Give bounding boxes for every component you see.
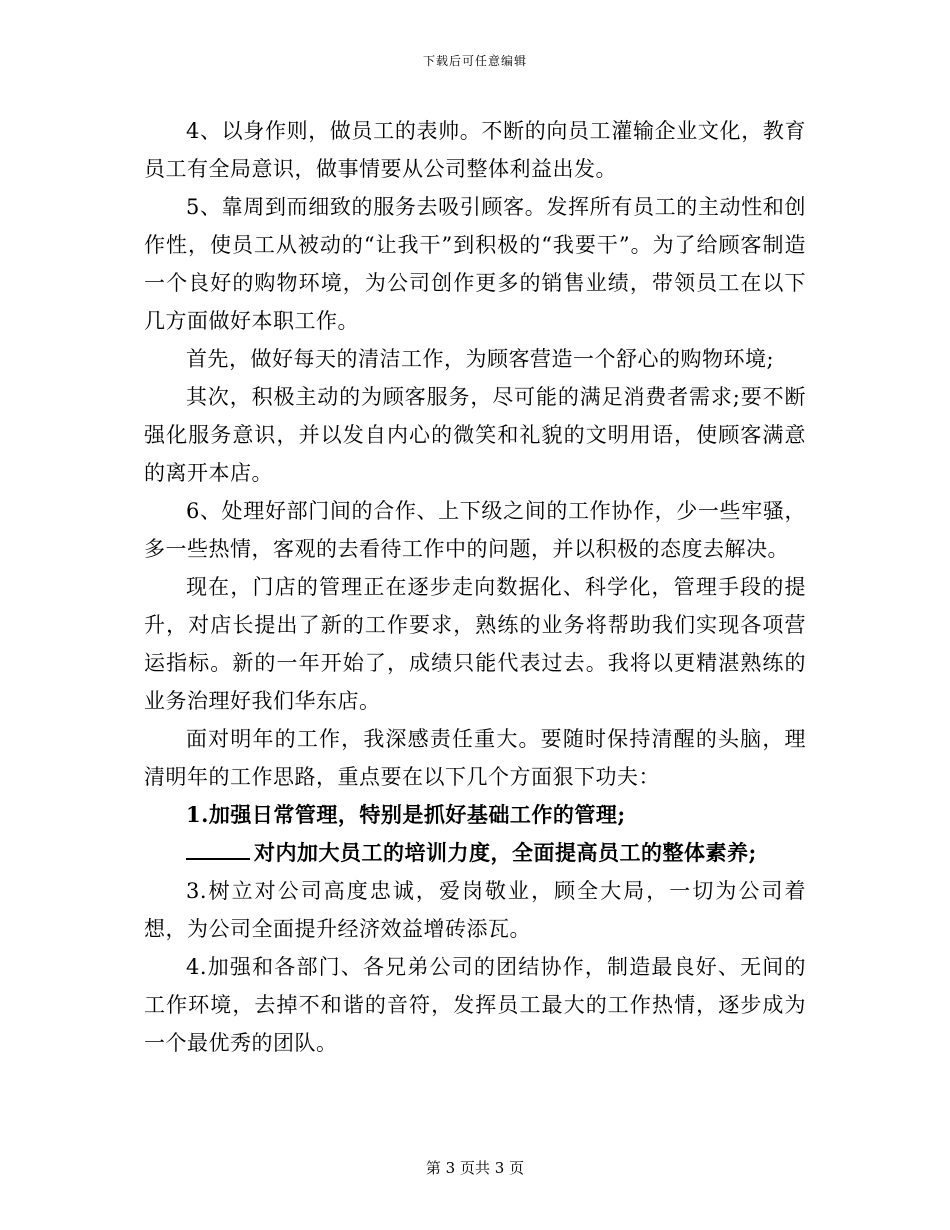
paragraph-item-5: 5、靠周到而细致的服务去吸引顾客。发挥所有员工的主动性和创作性，使员工从被动的“让我干”到积极的“我要干”。为了给顾客制造一个良好的购物环境，为公司创作更多的销售业绩，带领员工在以下几方面做好本职工作。	[144, 195, 806, 333]
plan-item-2	[144, 834, 806, 872]
paragraph-item-4: 4、以身作则，做员工的表帅。不断的向员工灌输企业文化，教育员工有全局意识，做事情要从公司整体利益出发。	[144, 119, 806, 181]
page-footer: 第 3 页共 3 页	[425, 1159, 525, 1177]
plan-item-3: 3.树立对公司高度忠诚，爱岗敬业，顾全大局，一切为公司着想，为公司全面提升经济效益增砖添瓦。	[144, 879, 806, 941]
paragraph-first: 首先，做好每天的清洁工作，为顾客营造一个舒心的购物环境;	[186, 347, 775, 371]
paragraph-next-year: 面对明年的工作，我深感责任重大。要随时保持清醒的头脑，理清明年的工作思路，重点要在以下几个方面狠下功夫：	[144, 727, 806, 789]
blank-underline	[186, 836, 250, 860]
page-header: 下载后可任意编辑	[422, 54, 527, 68]
plan-item-2-text: 对内加大员工的培训力度，全面提高员工的整体素养;	[254, 840, 757, 865]
document-body	[144, 112, 806, 1062]
paragraph-item-6: 6、处理好部门间的合作、上下级之间的工作协作，少一些牢骚，多一些热情，客观的去看待工作中的问题，并以积极的态度去解决。	[144, 499, 806, 561]
plan-item-1: 1.加强日常管理，特别是抓好基础工作的管理;	[186, 802, 626, 827]
paragraph-management-now: 现在，门店的管理正在逐步走向数据化、科学化，管理手段的提升，对店长提出了新的工作要求，熟练的业务将帮助我们实现各项营运指标。新的一年开始了，成绩只能代表过去。我将以更精湛熟练的业务治理好我们华东店。	[144, 575, 806, 713]
plan-item-4: 4.加强和各部门、各兄弟公司的团结协作，制造最良好、无间的工作环境，去掉不和谐的音符，发挥员工最大的工作热情，逐步成为一个最优秀的团队。	[144, 955, 806, 1055]
paragraph-second: 其次，积极主动的为顾客服务，尽可能的满足消费者需求;要不断强化服务意识，并以发自内心的微笑和礼貌的文明用语，使顾客满意的离开本店。	[144, 385, 806, 485]
